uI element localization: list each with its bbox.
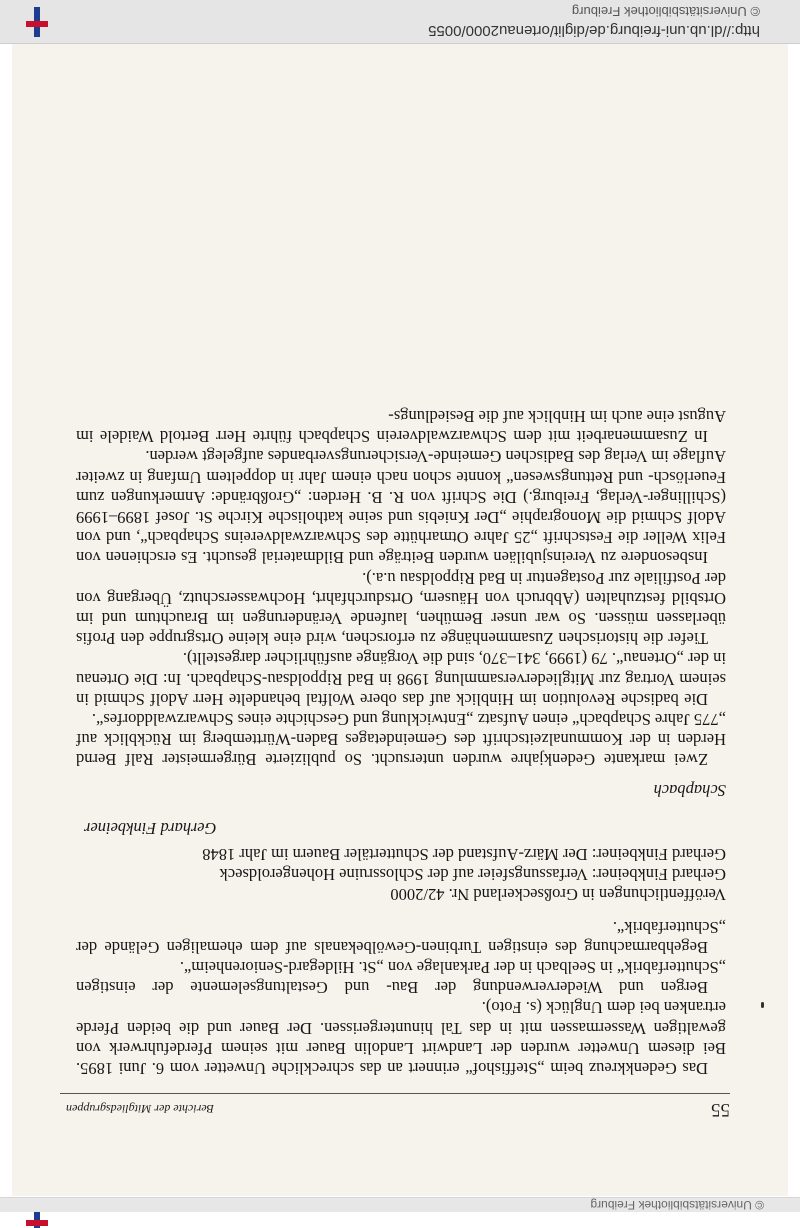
section-paragraph: Insbesondere zu Vereinsjubiläen wurden Beiträge und Bildmaterial gesucht. Es erschienen von Felix Weller die Festschrift „25 Jahre Otmarhütte des Schwarzwaldvereins Schapbach“, und von Adolf Schmid die Monographie „Der Kniebis und seine katholische Kirche St. Josef 1899–1999 (Schillinger-Verlag, Freiburg.) Die Schrift von R. B. Herden: „Großbrände: Anmerkungen zum Feuerlösch- und Rettungswesen“ konnte schon nach einem Jahr in doppeltem Umfang in zweiter Auflage im Verlag des Badischen Gemeinde-Versicherungsverbandes aufgelegt werden. (76, 447, 726, 568)
library-logo-icon (26, 7, 48, 37)
author-signature: Gerhard Finkbeiner (84, 818, 217, 838)
viewer-footer-bar (0, 0, 800, 44)
paragraph-bergen: Bergen und Wiederverwendung der Bau- und Gestaltungselemente der einstigen „Schutterfabrik“ in Seelbach in der Parkanlage von „St. Hildegard-Seniorenheim“. (76, 957, 726, 998)
page-number: 55 (711, 1099, 730, 1120)
paragraph-gedenkkreuz: Das Gedenkkreuz beim „Steffishof“ erinnert an das schreckliche Unwetter vom 6. Juni 1895. Bei diesem Unwetter wurden der Landwirt Landolin Bauer mit seinem Pferdefuhrwerk von gewaltigen Wassermassen mit in das Tal hinuntergerissen. Der Bauer und die beiden Pferde ertranken bei dem Unglück (s. Foto). (76, 998, 726, 1078)
copyright-credit: © Universitätsbibliothek Freiburg (571, 4, 760, 19)
pencil-mark (761, 1002, 764, 1008)
viewer-top-bar (0, 1197, 800, 1212)
section-paragraph: Tiefer die historischen Zusammenhänge zu erforschen, wird eine kleine Ortsgruppe den Profis überlassen müssen. So war unser Bemühen, laufende Veränderungen im Brauchtum und im Ortsbild festzuhalten (Abbruch von Häusern, Ortsdurchfahrt, Hochwasserschutz, Übergang von der Postfiliale zur Postagentur in Bad Rippoldsau u.a.). (76, 568, 726, 649)
running-title: Berichte der Mitgliedsgruppen (66, 1102, 214, 1116)
section-paragraph: Die badische Revolution im Hinblick auf das obere Wolftal behandelte Herr Adolf Schmid in seinem Vortrag zur Mitgliederversammlung 1998 in Bad Rippoldsau-Schapbach. In: Die Ortenau in der „Ortenau“. 79 (1999, 341–370, sind die Vorgänge ausführlicher dargestellt). (76, 649, 726, 709)
source-url-link[interactable]: http://dl.ub.uni-freiburg.de/diglit/ortenau2000/0055 (428, 22, 760, 39)
page-body (76, 406, 726, 1078)
library-logo-icon (26, 1212, 48, 1228)
publication-item: Gerhard Finkbeiner: Der März-Aufstand der Schuttertäler Bauern im Jahr 1848 (202, 844, 726, 864)
running-header (60, 1093, 730, 1120)
paragraph-begehbarmachung: Begehbarmachung des einstigen Turbinen-Gewölbekanals auf dem ehemaligen Gelände der „Schutterfabrik“. (76, 917, 726, 957)
publication-item: Gerhard Finkbeiner: Verfassungsfeier auf der Schlossruine Hohengeroldseck (219, 865, 726, 885)
copyright-credit-top: © Universitätsbibliothek Freiburg (590, 1198, 764, 1212)
publications-heading: Veröffentlichungen in Großseckerland Nr. 42/2000 (390, 885, 726, 905)
section-paragraph: In Zusammenarbeit mit dem Schwarzwaldverein Schapbach führte Herr Bertold Waidele im August eine auch im Hinblick auf die Besiedlungs- (76, 406, 726, 447)
section-paragraph: Zwei markante Gedenkjahre wurden untersucht. So publizierte Bürgermeister Ralf Bernd Herden in der Kommunalzeitschrift des Gemeindetages Baden-Württemberg im Rückblick auf „775 Jahre Schapbach“ einen Aufsatz „Entwicklung und Geschichte eines Schwarzwalddorfes“. (76, 709, 726, 770)
section-title: Schapbach (653, 780, 726, 800)
